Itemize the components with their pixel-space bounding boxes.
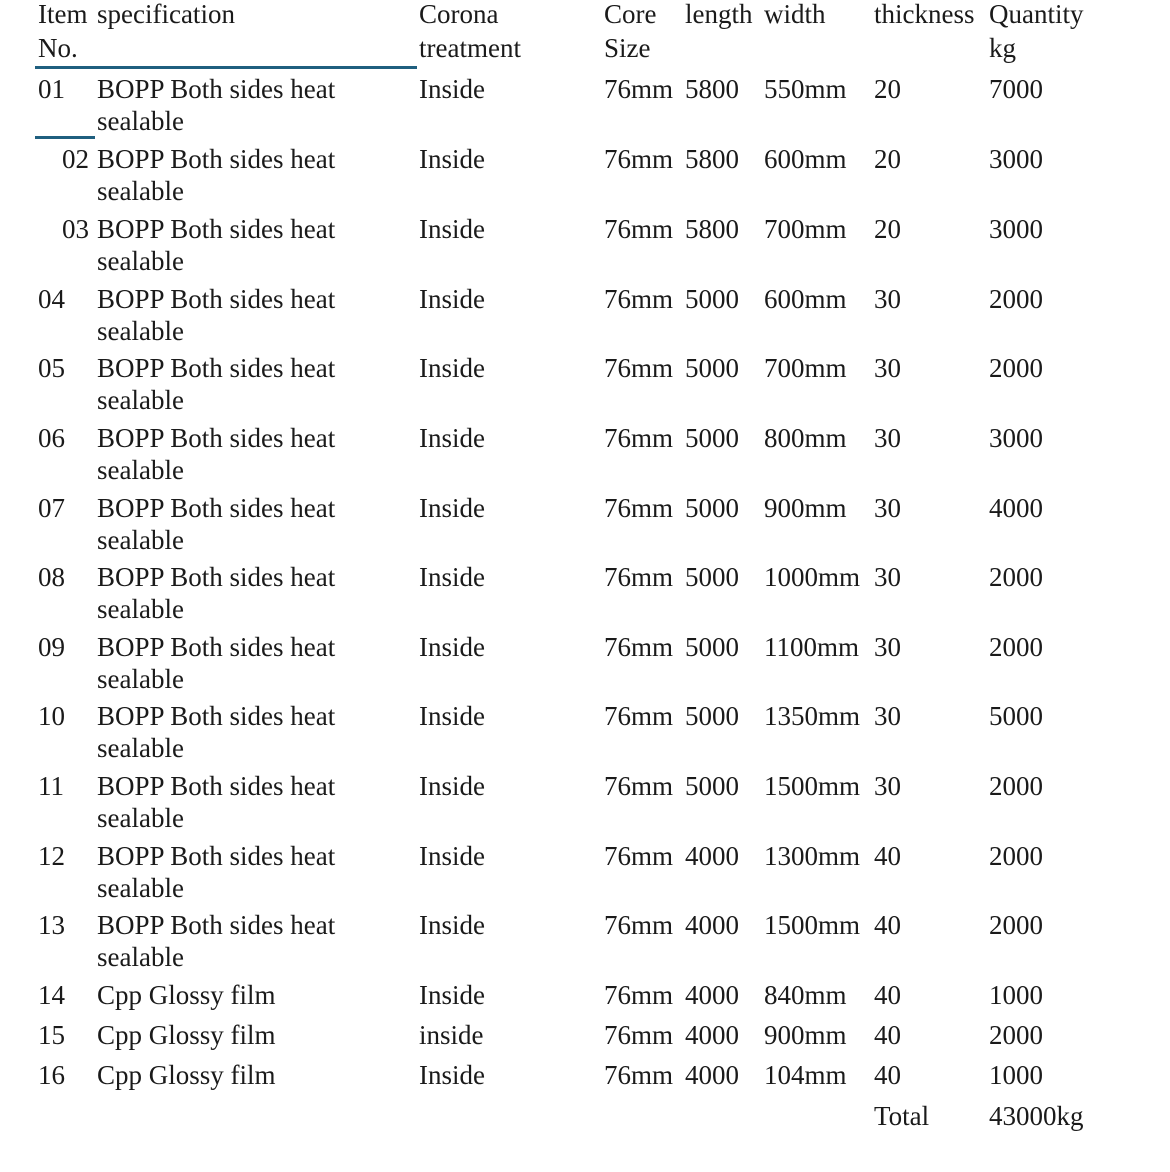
header-quantity-line1: Quantity xyxy=(989,0,1084,29)
cell-length: 5000 xyxy=(685,423,739,453)
cell-specification xyxy=(97,422,335,486)
header-length: length xyxy=(685,0,753,29)
header-core-line2: Size xyxy=(604,33,651,63)
spec-line2: sealable xyxy=(97,455,184,485)
cell-length: 5000 xyxy=(685,632,739,662)
header-core xyxy=(604,0,656,65)
cell-length: 4000 xyxy=(685,1060,739,1090)
cell-thickness: 30 xyxy=(874,284,901,314)
cell-no: 11 xyxy=(38,771,64,801)
header-thickness: thickness xyxy=(874,0,975,29)
spec-line1: BOPP Both sides heat xyxy=(97,144,336,174)
header-underline xyxy=(35,66,417,69)
cell-core: 76mm xyxy=(604,74,674,104)
spec-line1: BOPP Both sides heat xyxy=(97,841,336,871)
cell-length: 4000 xyxy=(685,841,739,871)
cell-corona: Inside xyxy=(419,980,485,1010)
header-item-no xyxy=(38,0,87,65)
cell-qty: 5000 xyxy=(989,701,1043,731)
cell-thickness: 20 xyxy=(874,214,901,244)
cell-core: 76mm xyxy=(604,562,674,592)
spec-line1: BOPP Both sides heat xyxy=(97,353,336,383)
cell-qty: 2000 xyxy=(989,632,1043,662)
cell-qty: 2000 xyxy=(989,910,1043,940)
cell-core: 76mm xyxy=(604,701,674,731)
cell-specification xyxy=(97,979,276,1011)
spec-line1: BOPP Both sides heat xyxy=(97,562,336,592)
cell-qty: 2000 xyxy=(989,841,1043,871)
spec-line2: sealable xyxy=(97,733,184,763)
cell-core: 76mm xyxy=(604,144,674,174)
cell-length: 5000 xyxy=(685,353,739,383)
cell-specification xyxy=(97,909,335,973)
cell-width: 900mm xyxy=(764,493,847,523)
spec-line1: Cpp Glossy film xyxy=(97,980,276,1010)
header-specification: specification xyxy=(97,0,235,29)
spec-line1: BOPP Both sides heat xyxy=(97,214,336,244)
cell-qty: 3000 xyxy=(989,423,1043,453)
cell-length: 5000 xyxy=(685,493,739,523)
cell-core: 76mm xyxy=(604,1020,674,1050)
spec-line1: BOPP Both sides heat xyxy=(97,632,336,662)
header-corona-line1: Corona xyxy=(419,0,499,29)
spec-line1: BOPP Both sides heat xyxy=(97,493,336,523)
cell-specification xyxy=(97,213,335,277)
cell-core: 76mm xyxy=(604,353,674,383)
cell-qty: 1000 xyxy=(989,980,1043,1010)
spec-line1: BOPP Both sides heat xyxy=(97,284,336,314)
cell-core: 76mm xyxy=(604,980,674,1010)
cell-width: 900mm xyxy=(764,1020,847,1050)
header-core-line1: Core xyxy=(604,0,657,29)
header-corona xyxy=(419,0,521,65)
cell-core: 76mm xyxy=(604,493,674,523)
spec-line1: Cpp Glossy film xyxy=(97,1020,276,1050)
cell-width: 600mm xyxy=(764,144,847,174)
cell-specification xyxy=(97,700,335,764)
cell-corona: Inside xyxy=(419,493,485,523)
cell-thickness: 30 xyxy=(874,701,901,731)
spec-line2: sealable xyxy=(97,873,184,903)
cell-corona: Inside xyxy=(419,284,485,314)
cell-no: 08 xyxy=(38,562,65,592)
spec-line2: sealable xyxy=(97,594,184,624)
cell-thickness: 40 xyxy=(874,980,901,1010)
cell-corona: Inside xyxy=(419,632,485,662)
cell-core: 76mm xyxy=(604,423,674,453)
cell-corona: Inside xyxy=(419,562,485,592)
cell-specification xyxy=(97,492,335,556)
cell-width: 840mm xyxy=(764,980,847,1010)
cell-specification xyxy=(97,561,335,625)
cell-thickness: 40 xyxy=(874,841,901,871)
cell-thickness: 40 xyxy=(874,910,901,940)
cell-no: 04 xyxy=(38,284,65,314)
cell-specification xyxy=(97,770,335,834)
cell-width: 1350mm xyxy=(764,701,861,731)
cell-specification xyxy=(97,143,335,207)
cell-thickness: 20 xyxy=(874,74,901,104)
cell-width: 1500mm xyxy=(764,771,861,801)
cell-no: 05 xyxy=(38,353,65,383)
cell-no: 06 xyxy=(38,423,65,453)
spec-line1: BOPP Both sides heat xyxy=(97,701,336,731)
cell-no: 01 xyxy=(38,74,65,104)
cell-corona: Inside xyxy=(419,353,485,383)
cell-corona: inside xyxy=(419,1020,484,1050)
cell-no: 14 xyxy=(38,980,65,1010)
cell-width: 600mm xyxy=(764,284,847,314)
cell-qty: 2000 xyxy=(989,284,1043,314)
cell-no: 16 xyxy=(38,1060,65,1090)
cell-qty: 3000 xyxy=(989,144,1043,174)
cell-width: 550mm xyxy=(764,74,847,104)
cell-thickness: 40 xyxy=(874,1060,901,1090)
cell-no: 02 xyxy=(62,144,89,174)
cell-specification xyxy=(97,73,335,137)
header-corona-line2: treatment xyxy=(419,33,521,63)
cell-qty: 2000 xyxy=(989,771,1043,801)
cell-length: 5000 xyxy=(685,701,739,731)
cell-qty: 2000 xyxy=(989,1020,1043,1050)
first-row-underline xyxy=(35,136,95,139)
cell-specification xyxy=(97,840,335,904)
header-quantity-line2: kg xyxy=(989,33,1016,63)
cell-specification xyxy=(97,283,335,347)
header-quantity xyxy=(989,0,1084,65)
cell-no: 03 xyxy=(62,214,89,244)
cell-corona: Inside xyxy=(419,1060,485,1090)
cell-length: 5800 xyxy=(685,144,739,174)
cell-corona: Inside xyxy=(419,910,485,940)
cell-no: 09 xyxy=(38,632,65,662)
spec-line1: BOPP Both sides heat xyxy=(97,74,336,104)
cell-specification xyxy=(97,352,335,416)
spec-line2: sealable xyxy=(97,803,184,833)
spec-line2: sealable xyxy=(97,525,184,555)
cell-width: 1500mm xyxy=(764,910,861,940)
cell-length: 5000 xyxy=(685,771,739,801)
cell-width: 104mm xyxy=(764,1060,847,1090)
cell-corona: Inside xyxy=(419,144,485,174)
cell-no: 10 xyxy=(38,701,65,731)
spec-line1: BOPP Both sides heat xyxy=(97,910,336,940)
cell-corona: Inside xyxy=(419,771,485,801)
spec-line1: Cpp Glossy film xyxy=(97,1060,276,1090)
cell-thickness: 20 xyxy=(874,144,901,174)
cell-specification xyxy=(97,1059,276,1091)
cell-width: 800mm xyxy=(764,423,847,453)
cell-core: 76mm xyxy=(604,632,674,662)
total-value: 43000kg xyxy=(989,1101,1084,1131)
spec-line2: sealable xyxy=(97,385,184,415)
cell-length: 4000 xyxy=(685,1020,739,1050)
cell-corona: Inside xyxy=(419,214,485,244)
cell-qty: 4000 xyxy=(989,493,1043,523)
cell-no: 07 xyxy=(38,493,65,523)
cell-thickness: 30 xyxy=(874,423,901,453)
cell-length: 4000 xyxy=(685,980,739,1010)
cell-specification xyxy=(97,631,335,695)
cell-width: 700mm xyxy=(764,214,847,244)
cell-corona: Inside xyxy=(419,701,485,731)
cell-width: 1300mm xyxy=(764,841,861,871)
cell-thickness: 30 xyxy=(874,562,901,592)
total-label: Total xyxy=(874,1101,930,1131)
cell-corona: Inside xyxy=(419,74,485,104)
cell-thickness: 30 xyxy=(874,493,901,523)
cell-core: 76mm xyxy=(604,284,674,314)
cell-core: 76mm xyxy=(604,1060,674,1090)
cell-width: 1100mm xyxy=(764,632,860,662)
cell-width: 1000mm xyxy=(764,562,861,592)
cell-length: 5800 xyxy=(685,74,739,104)
cell-corona: Inside xyxy=(419,841,485,871)
spec-line2: sealable xyxy=(97,664,184,694)
cell-length: 4000 xyxy=(685,910,739,940)
header-item-label: Item xyxy=(38,0,88,29)
cell-qty: 3000 xyxy=(989,214,1043,244)
cell-length: 5000 xyxy=(685,562,739,592)
cell-core: 76mm xyxy=(604,910,674,940)
cell-qty: 2000 xyxy=(989,353,1043,383)
cell-qty: 7000 xyxy=(989,74,1043,104)
cell-qty: 1000 xyxy=(989,1060,1043,1090)
cell-corona: Inside xyxy=(419,423,485,453)
cell-core: 76mm xyxy=(604,771,674,801)
cell-length: 5800 xyxy=(685,214,739,244)
cell-no: 15 xyxy=(38,1020,65,1050)
cell-length: 5000 xyxy=(685,284,739,314)
cell-core: 76mm xyxy=(604,841,674,871)
spec-line1: BOPP Both sides heat xyxy=(97,423,336,453)
spec-line2: sealable xyxy=(97,246,184,276)
cell-qty: 2000 xyxy=(989,562,1043,592)
cell-width: 700mm xyxy=(764,353,847,383)
cell-specification xyxy=(97,1019,276,1051)
cell-core: 76mm xyxy=(604,214,674,244)
spec-line2: sealable xyxy=(97,176,184,206)
cell-thickness: 30 xyxy=(874,353,901,383)
spec-line2: sealable xyxy=(97,316,184,346)
cell-no: 12 xyxy=(38,841,65,871)
cell-thickness: 30 xyxy=(874,632,901,662)
spec-line1: BOPP Both sides heat xyxy=(97,771,336,801)
header-no-label: No. xyxy=(38,33,78,63)
spec-line2: sealable xyxy=(97,942,184,972)
cell-thickness: 40 xyxy=(874,1020,901,1050)
cell-thickness: 30 xyxy=(874,771,901,801)
spec-line2: sealable xyxy=(97,106,184,136)
header-width: width xyxy=(764,0,826,29)
cell-no: 13 xyxy=(38,910,65,940)
